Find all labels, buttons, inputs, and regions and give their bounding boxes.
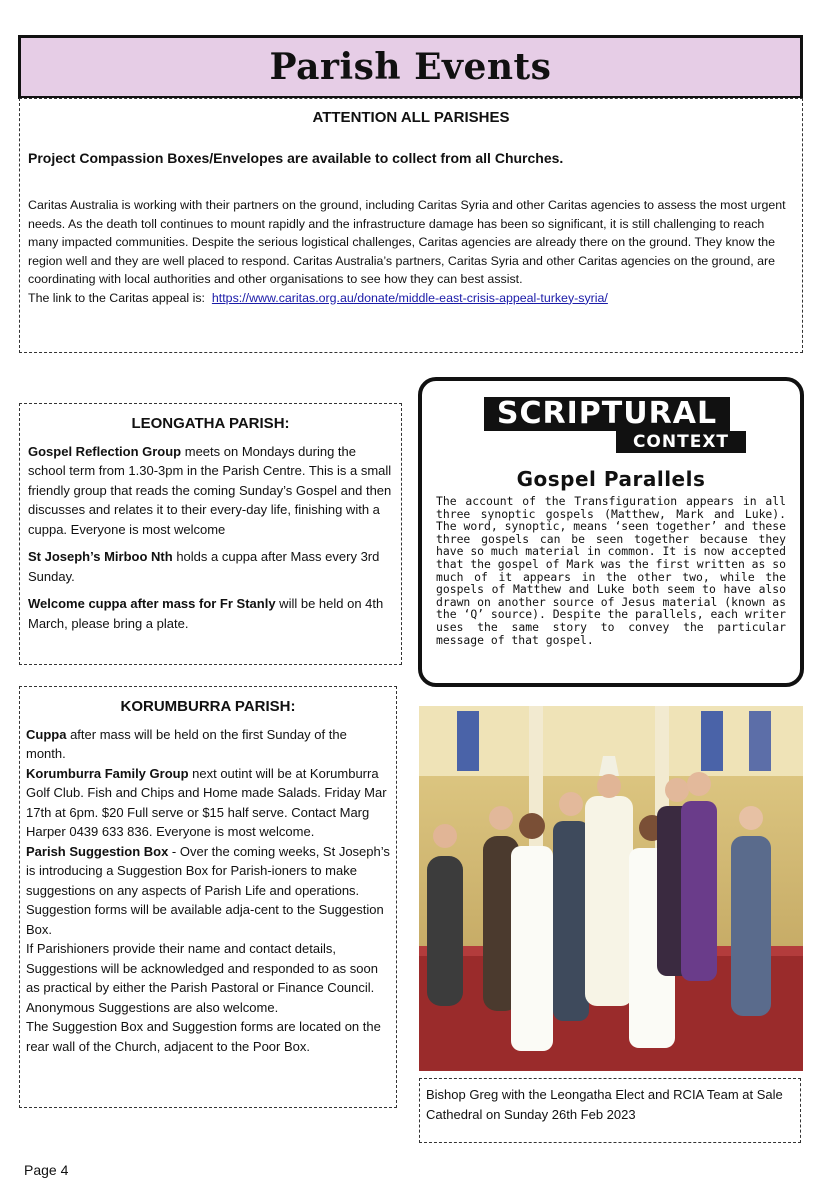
attention-lead: Project Compassion Boxes/Envelopes are available to collect from all Churches. xyxy=(28,150,564,166)
scriptural-subtitle: Gospel Parallels xyxy=(516,467,706,491)
korumburra-item-text: - Over the coming weeks, St Joseph’s is introducing a Suggestion Box for Parish-ioners to make suggestions on any aspects of Parish Life and operations. Suggestion forms will be available adja-cent to the Suggestion Box. xyxy=(26,843,390,937)
attention-body xyxy=(28,196,794,307)
korumburra-item-heading: Cuppa xyxy=(26,726,67,742)
korumburra-item-text: next outint will be at Korumburra Golf Club. Fish and Chips and Home made Salads. Friday Mar 17th at 6pm. $20 Full serve or $15 half serve. Contact Marg Harper 0439 633 836. Everyone is most welcome. xyxy=(26,765,387,839)
cathedral-group-photo-illustration xyxy=(419,706,803,1071)
korumburra-item xyxy=(26,764,390,842)
leongatha-item-heading: St Joseph’s Mirboo Nth xyxy=(28,549,173,564)
korumburra-item: The Suggestion Box and Suggestion forms are located on the rear wall of the Church, adjacent to the Poor Box. xyxy=(26,1019,381,1054)
leongatha-item xyxy=(28,442,393,540)
photo-caption: Bishop Greg with the Leongatha Elect and RCIA Team at Sale Cathedral on Sunday 26th Feb 2023 xyxy=(419,1078,801,1143)
leongatha-item-text: meets on Mondays during the school term from 1.30-3pm in the Parish Centre. This is a small friendly group that reads the coming Sunday’s Gospel and then discusses and relates it to their every-day life, finishing with a cuppa. Everyone is most welcome xyxy=(28,443,392,537)
leongatha-item-heading: Gospel Reflection Group xyxy=(28,443,182,459)
page-number: Page 4 xyxy=(24,1162,69,1178)
page-header xyxy=(18,35,803,99)
korumburra-item xyxy=(26,725,390,764)
scriptural-context-panel xyxy=(418,377,804,687)
korumburra-item-heading: Parish Suggestion Box xyxy=(26,843,169,859)
leongatha-item xyxy=(28,547,393,586)
caritas-appeal-link[interactable]: https://www.caritas.org.au/donate/middle-east-crisis-appeal-turkey-syria/ xyxy=(211,290,608,305)
leongatha-item-heading: Welcome cuppa after mass for Fr Stanly xyxy=(28,596,276,611)
korumburra-item xyxy=(26,842,390,940)
scriptural-logo-word: SCRIPTURAL xyxy=(484,397,730,431)
page-title: Parish Events xyxy=(269,46,552,88)
group-photo xyxy=(419,706,803,1071)
attention-body-text: Caritas Australia is working with their partners on the ground, including Caritas Syria and other Caritas agencies to assess the most urgent needs. As the death toll continues to mount rapidly and the infrastructure damage has been so significant, it is still challenging to reach many impacted communities. Despite the serious logistical challenges, Caritas agencies are already there on the ground. They know the region well and they are well placed to respond. Caritas Australia’s partners, Caritas Syria and other Caritas agencies on the ground, are coordinating with local authorities and other organisations to see how they can best assist. xyxy=(28,198,786,286)
context-logo-word: CONTEXT xyxy=(616,431,746,453)
korumburra-title: KORUMBURRA PARISH: xyxy=(120,698,296,715)
leongatha-item-text: holds a cuppa after Mass every 3rd Sunday. xyxy=(28,549,380,584)
leongatha-item-text: will be held on 4th March, please bring a plate. xyxy=(28,596,384,631)
korumburra-item-text: after mass will be held on the first Sunday of the month. xyxy=(26,726,347,761)
korumburra-item: If Parishioners provide their name and contact details, Suggestions will be acknowledged and responded to as soon as practical by either the Parish Pastoral or Finance Council. Anonymous Suggestions are also welcome. xyxy=(26,941,378,1015)
leongatha-item xyxy=(28,594,393,633)
leongatha-box xyxy=(19,403,402,665)
korumburra-item-heading: Korumburra Family Group xyxy=(26,765,189,781)
attention-title: ATTENTION ALL PARISHES xyxy=(312,109,510,126)
scriptural-context-logo xyxy=(436,391,786,455)
leongatha-title: LEONGATHA PARISH: xyxy=(131,415,290,432)
scriptural-text: The account of the Transfiguration appears in all three synoptic gospels (Matthew, Mark and Luke). The word, synoptic, means ‘seen together’ and these three gospels can be seen together because they have so much material in common. It is now accepted that the gospel of Mark was the first written as so much of it appears in the other two, while the gospels of Matthew and Luke both seem to have also drawn on another source of Jesus material (known as the ‘Q’ source). Despite the parallels, each writer uses the same story to convey the particular message of that gospel. xyxy=(436,494,786,647)
attention-link-prefix: The link to the Caritas appeal is: xyxy=(28,290,206,305)
korumburra-box xyxy=(19,686,397,1108)
attention-box xyxy=(19,98,803,353)
